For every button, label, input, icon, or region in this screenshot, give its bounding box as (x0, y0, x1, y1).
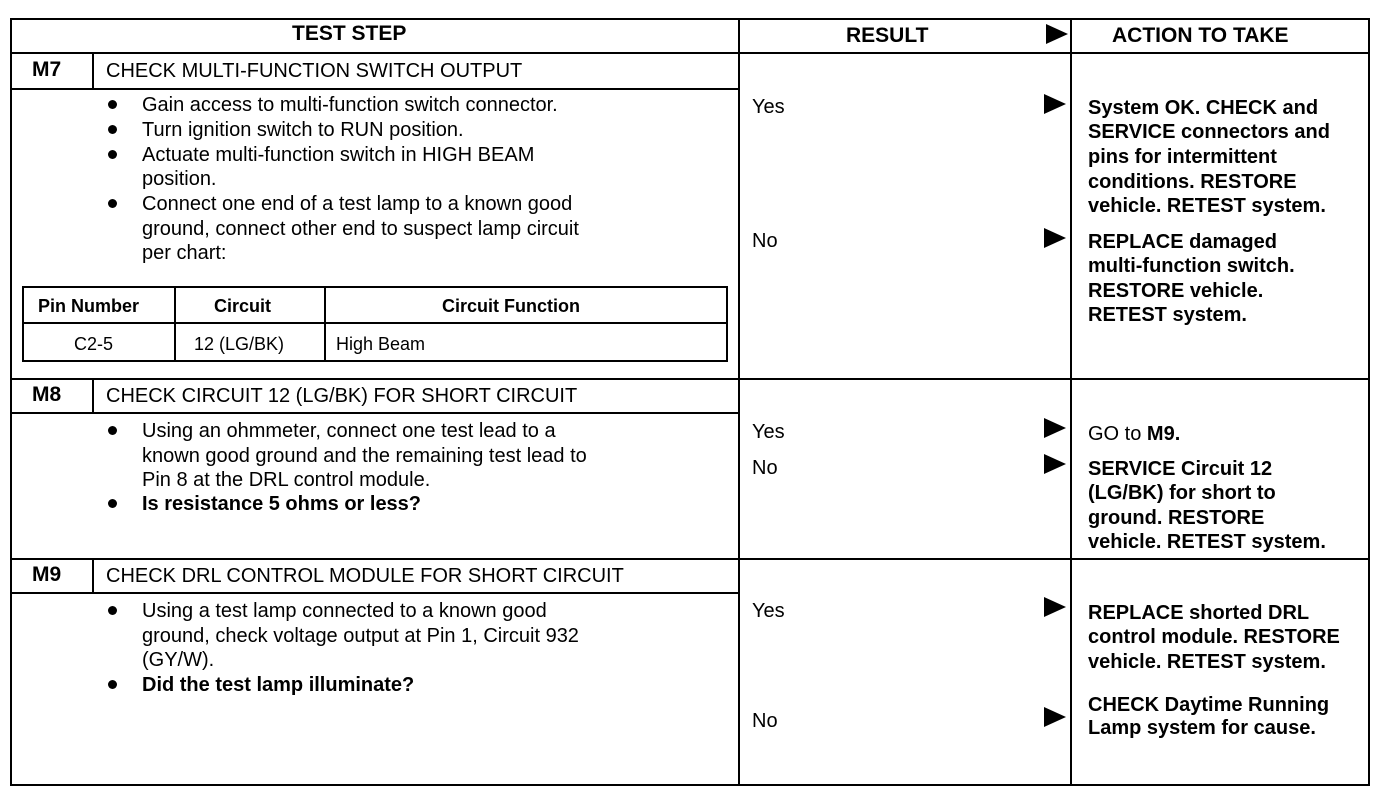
m8-action-no-1: SERVICE Circuit 12 (1088, 458, 1273, 480)
m7-bullet-3: Actuate multi-function switch in HIGH BEAM (142, 144, 535, 166)
m7-bullet-1: Gain access to multi-function switch connector. (142, 94, 558, 116)
step-id-m8: M8 (32, 383, 62, 406)
header-test-step: TEST STEP (292, 22, 407, 45)
bullet-icon (108, 150, 117, 159)
m7-bullet-3b: position. (142, 168, 217, 190)
m7-action-no-3: RESTORE vehicle. (1088, 280, 1264, 302)
m9-bullet-1c: (GY/W). (142, 649, 215, 671)
m8-result-yes: Yes (752, 421, 785, 443)
m9-action-no-1: CHECK Daytime Running (1088, 694, 1330, 716)
bullet-icon (108, 426, 117, 435)
header-result: RESULT (846, 24, 929, 47)
step-id-m7: M7 (32, 58, 62, 81)
m7-bullet-2: Turn ignition switch to RUN position. (142, 119, 464, 141)
arrow-icon (1044, 418, 1066, 438)
bullet-icon (108, 499, 117, 508)
m7-result-no: No (752, 230, 778, 252)
m7-bullet-4b: ground, connect other end to suspect lamp circuit (142, 218, 579, 240)
m8-bullet-2: Is resistance 5 ohms or less? (142, 493, 422, 515)
m8-bullet-1: Using an ohmmeter, connect one test lead to a (142, 420, 556, 442)
m8-action-no-3: ground. RESTORE (1088, 507, 1265, 529)
bullet-icon (108, 680, 117, 689)
m9-result-yes: Yes (752, 600, 785, 622)
m7-action-no-2: multi-function switch. (1088, 255, 1295, 277)
step-id-m9: M9 (32, 563, 62, 586)
m7-action-yes-5: vehicle. RETEST system. (1088, 195, 1326, 217)
pin-table-cell-pin: C2-5 (74, 334, 114, 354)
m8-bullet-1b: known good ground and the remaining test lead to (142, 445, 587, 467)
m7-action-no-4: RETEST system. (1088, 304, 1247, 326)
m7-result-yes: Yes (752, 96, 785, 118)
pin-table-header-function: Circuit Function (442, 296, 580, 316)
step-title-m9: CHECK DRL CONTROL MODULE FOR SHORT CIRCUIT (106, 565, 624, 587)
m9-result-no: No (752, 710, 778, 732)
m9-bullet-2: Did the test lamp illuminate? (142, 674, 415, 696)
step-title-m7: CHECK MULTI-FUNCTION SWITCH OUTPUT (106, 60, 523, 82)
m7-action-yes-2: SERVICE connectors and (1088, 121, 1330, 143)
header-arrow-icon (1046, 24, 1068, 44)
bullet-icon (108, 199, 117, 208)
bullet-icon (108, 125, 117, 134)
m9-action-no-2: Lamp system for cause. (1088, 717, 1316, 739)
pin-table-cell-circuit: 12 (LG/BK) (194, 334, 285, 354)
pin-table-header-pin: Pin Number (38, 296, 140, 316)
m8-action-no-2: (LG/BK) for short to (1088, 482, 1276, 504)
m9-bullet-1: Using a test lamp connected to a known good (142, 600, 547, 622)
pin-table-cell-function: High Beam (336, 334, 426, 354)
m8-action-no-4: vehicle. RETEST system. (1088, 531, 1326, 553)
bullet-icon (108, 606, 117, 615)
m8-action-yes: GO to M9. (1088, 423, 1181, 445)
pin-table-header-circuit: Circuit (214, 296, 272, 316)
arrow-icon (1044, 597, 1066, 617)
header-action: ACTION TO TAKE (1112, 24, 1289, 47)
arrow-icon (1044, 707, 1066, 727)
m7-bullet-4: Connect one end of a test lamp to a known good (142, 193, 573, 215)
m7-action-yes-3: pins for intermittent (1088, 146, 1277, 168)
step-title-m8: CHECK CIRCUIT 12 (LG/BK) FOR SHORT CIRCUIT (106, 385, 578, 407)
m7-action-yes-4: conditions. RESTORE (1088, 171, 1297, 193)
m8-bullet-1c: Pin 8 at the DRL control module. (142, 469, 431, 491)
arrow-icon (1044, 94, 1066, 114)
m9-action-yes-3: vehicle. RETEST system. (1088, 651, 1326, 673)
arrow-icon (1044, 228, 1066, 248)
bullet-icon (108, 100, 117, 109)
m9-action-yes-1: REPLACE shorted DRL (1088, 602, 1310, 624)
m8-result-no: No (752, 457, 778, 479)
m9-bullet-1b: ground, check voltage output at Pin 1, Circuit 932 (142, 625, 579, 647)
m7-action-no-1: REPLACE damaged (1088, 231, 1277, 253)
m7-bullet-4c: per chart: (142, 242, 227, 264)
arrow-icon (1044, 454, 1066, 474)
m9-action-yes-2: control module. RESTORE (1088, 626, 1340, 648)
m7-action-yes-1: System OK. CHECK and (1088, 97, 1319, 119)
